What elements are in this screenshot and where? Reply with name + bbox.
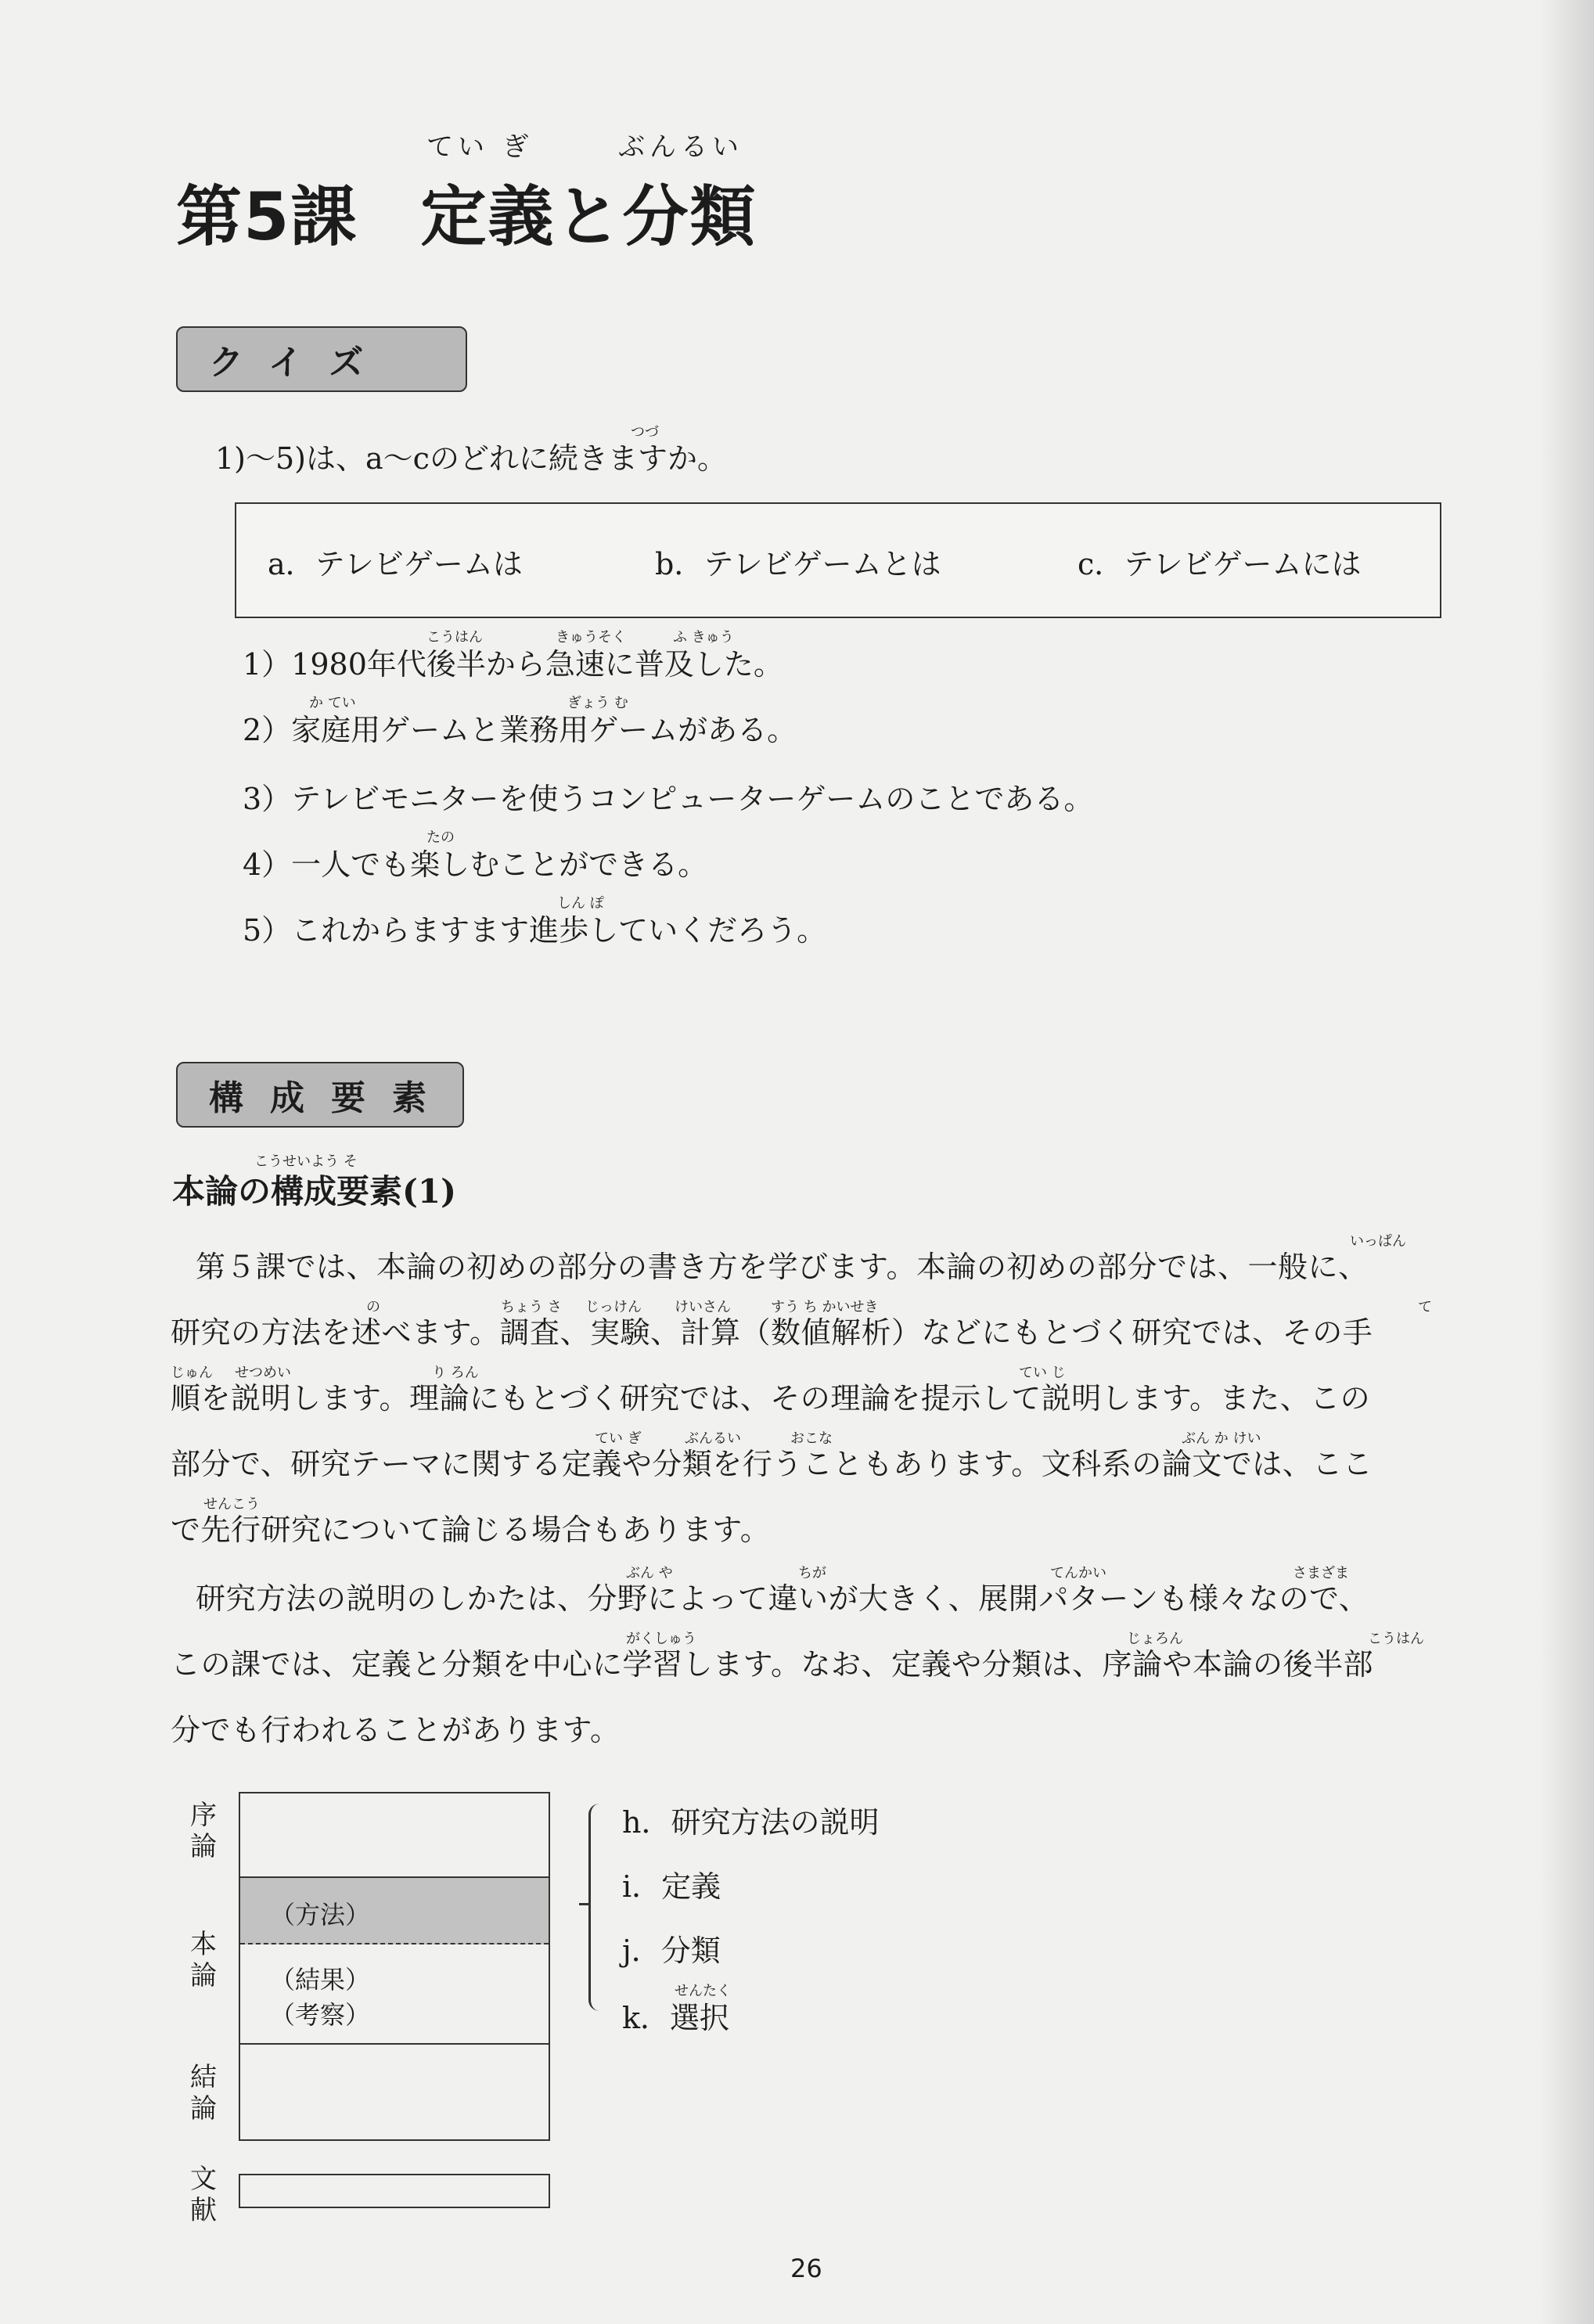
ruby-chousa: ちょう さ	[501, 1299, 562, 1315]
choice-a: a．テレビゲームは	[268, 547, 523, 581]
bunken-box	[239, 2174, 550, 2208]
ruby-bunya: ぶん や	[626, 1565, 673, 1581]
label-honron: 本論	[190, 1929, 217, 1991]
title-ruby-bunrui: ぶんるい	[618, 131, 743, 163]
option-j: j．分類	[622, 1934, 721, 1968]
option-k: k．選択	[622, 2001, 730, 2035]
p2-line-1: 研究方法の説明のしかたは、分野によって違いが大きく、展開パターンも様々なので、	[196, 1581, 1369, 1616]
ruby-kouseiyouso: こうせいよう そ	[254, 1153, 358, 1170]
ruby-tenkai: てんかい	[1050, 1565, 1106, 1581]
p1-line-5: で先行研究について論じる場合もあります。	[171, 1513, 771, 1547]
p2-line-2: この課では、定義と分類を中心に学習します。なお、定義や分類は、序論や本論の後半部	[171, 1647, 1373, 1682]
page-number: 26	[790, 2254, 822, 2283]
ruby-joron: じょろん	[1127, 1631, 1183, 1647]
option-h: h．研究方法の説明	[622, 1805, 880, 1840]
lesson-number: 第5課	[176, 178, 358, 255]
option-i: i．定義	[622, 1869, 721, 1904]
label-bunken: 文献	[190, 2164, 217, 2226]
lesson-heading: 定義と分類	[420, 178, 757, 255]
quiz-item-5: 5）これからますます進歩していくだろう。	[243, 913, 827, 948]
ruby-setsumei: せつめい	[235, 1365, 291, 1381]
ketsuron-box	[239, 2043, 550, 2141]
ruby-suuchikaiseki: すう ち かいせき	[771, 1299, 879, 1315]
p1-line-2: 研究の方法を述べます。調査、実験、計算（数値解析）などにもとづく研究では、その手	[171, 1315, 1373, 1350]
ruby-senkou: せんこう	[203, 1496, 260, 1513]
ruby-sentaku: せんたく	[675, 1983, 731, 1999]
ruby-ippan: いっぱん	[1350, 1233, 1406, 1250]
choice-c: c．テレビゲームには	[1078, 547, 1362, 581]
title-ruby-teigi: てい ぎ	[426, 131, 534, 163]
item-kekka: （結果）	[270, 1965, 371, 1995]
p1-line-1: 第５課では、本論の初めの部分の書き方を学びます。本論の初めの部分では、一般に、	[196, 1250, 1369, 1284]
ruby-te: て	[1418, 1299, 1432, 1315]
p1-line-4: 部分で、研究テーマに関する定義や分類を行うこともあります。文科系の論文では、ここ	[171, 1447, 1373, 1481]
quiz-item-3: 3）テレビモニターを使うコンピューターゲームのことである。	[243, 782, 1094, 816]
ruby-teigi: てい ぎ	[595, 1430, 642, 1447]
quiz-header: クイズ	[176, 326, 467, 392]
item-houhou: （方法）	[270, 1900, 371, 1930]
ruby-bunkakei: ぶん か けい	[1182, 1430, 1261, 1447]
options-bracket	[588, 1804, 608, 2011]
ruby-jun: じゅん	[171, 1365, 213, 1381]
structure-header: 構成要素	[176, 1062, 464, 1128]
ruby-kyuusoku: きゅうそく	[556, 629, 626, 646]
ruby-tsuzu: つづ	[631, 424, 659, 441]
label-joron: 序論	[190, 1800, 217, 1862]
ruby-bunrui: ぶんるい	[685, 1430, 741, 1447]
quiz-item-2: 2）家庭用ゲームと業務用ゲームがある。	[243, 713, 797, 747]
ruby-tano: たの	[426, 829, 455, 846]
ruby-shinpo: しん ぽ	[557, 895, 604, 912]
item-kousatsu: （考察）	[270, 2000, 371, 2030]
ruby-teiji: てい じ	[1019, 1365, 1066, 1381]
label-ketsuron: 結論	[190, 2062, 217, 2124]
ruby-kouhan-2: こうはん	[1368, 1631, 1424, 1647]
choice-box	[235, 502, 1441, 618]
page-edge-shadow	[1539, 0, 1594, 2324]
bracket-tip	[579, 1903, 590, 1905]
ruby-no: の	[366, 1299, 380, 1315]
ruby-samazama: さまざま	[1293, 1565, 1349, 1581]
ruby-jikken: じっけん	[585, 1299, 642, 1315]
choice-b: b．テレビゲームとは	[655, 547, 941, 581]
quiz-item-4: 4）一人でも楽しむことができる。	[243, 847, 708, 882]
ruby-chiga: ちが	[798, 1565, 826, 1581]
ruby-keisan: けいさん	[675, 1299, 731, 1315]
ruby-katei: か てい	[309, 695, 356, 711]
joron-box	[239, 1792, 550, 1878]
ruby-riron: り ろん	[432, 1365, 479, 1381]
subheading: 本論の構成要素(1)	[172, 1172, 456, 1211]
ruby-fukyuu: ふ きゅう	[673, 629, 734, 646]
ruby-gyoumu: ぎょう む	[567, 695, 628, 711]
ruby-kouhan: こうはん	[426, 629, 483, 646]
ruby-gakushuu: がくしゅう	[626, 1631, 696, 1647]
quiz-instruction: 1)～5)は、a～cのどれに続きますか。	[215, 441, 727, 476]
ruby-okona: おこな	[790, 1430, 833, 1447]
p2-line-3: 分でも行われることがあります。	[171, 1713, 621, 1747]
p1-line-3: 順を説明します。理論にもとづく研究では、その理論を提示して説明します。また、この	[171, 1381, 1371, 1416]
quiz-item-1: 1）1980年代後半から急速に普及した。	[243, 647, 783, 682]
lesson-title	[176, 131, 757, 259]
